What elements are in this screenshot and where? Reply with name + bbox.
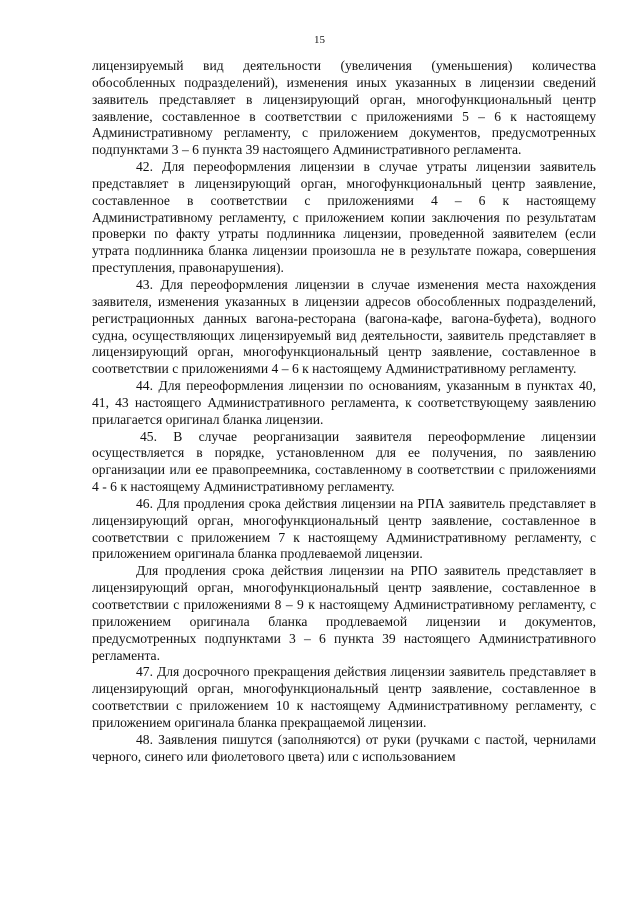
paragraph-42: 42. Для переоформления лицензии в случае утраты лицензии заявитель представляет в лицензирующий орган, многофункциональный центр заявление, составленное в соответствии с приложениями 4 – 6 к настоящему Административному регламенту, с приложением копии заключения по результатам проверки по факту утраты подлинника лицензии, проведенной заявителем (если утрата подлинника бланка лицензии произошла не в результате пожара, совершения преступления, правонарушения). — [92, 159, 596, 276]
paragraph-47: 47. Для досрочного прекращения действия лицензии заявитель представляет в лицензирующий орган, многофункциональный центр заявление, составленное в соответствии с приложением 10 к настоящему Административному регламенту, с приложением оригинала бланка прекращаемой лицензии. — [92, 664, 596, 730]
document-body — [92, 58, 596, 765]
paragraph-46-rpo: Для продления срока действия лицензии на РПО заявитель представляет в лицензирующий орган, многофункциональный центр заявление, составленное в соответствии с приложениями 8 – 9 к настоящему Административному регламенту, с приложением оригинала бланка продлеваемой лицензии и документов, предусмотренных подпунктами 3 – 6 пункта 39 настоящего Административного регламента. — [92, 563, 596, 663]
paragraph-48: 48. Заявления пишутся (заполняются) от руки (ручками с пастой, чернилами черного, синего или фиолетового цвета) или с использованием — [92, 731, 596, 764]
paragraph-43: 43. Для переоформления лицензии в случае изменения места нахождения заявителя, изменения указанных в лицензии адресов обособленных подразделений, регистрационных данных вагона-ресторана (вагона-кафе, вагона-буфета), водного судна, осуществляющих лицензируемый вид деятельности, заявитель представляет в лицензирующий орган, многофункциональный центр заявление, составленное в соответствии с приложениями 4 – 6 к настоящему Административному регламенту. — [92, 276, 596, 377]
paragraph-44: 44. Для переоформления лицензии по основаниям, указанным в пунктах 40, 41, 43 настоящего Административного регламента, к соответствующему заявлению прилагается оригинал бланка лицензии. — [92, 378, 596, 427]
paragraph-45: 45. В случае реорганизации заявителя переоформление лицензии осуществляется в порядке, установленном для ее получения, по заявлению организации или ее правопреемника, составленному в соответствии с приложениями 4 - 6 к настоящему Административному регламенту. — [92, 428, 596, 495]
paragraph-46: 46. Для продления срока действия лицензии на РПА заявитель представляет в лицензирующий орган, многофункциональный центр заявление, составленное в соответствии с приложением 7 к настоящему Административному регламенту, с приложением оригинала бланка продлеваемой лицензии. — [92, 495, 596, 562]
paragraph-continuation: лицензируемый вид деятельности (увеличения (уменьшения) количества обособленных подразделений), изменения иных указанных в лицензии сведений заявитель представляет в лицензирующий орган, многофункциональный центр заявление, составленное в соответствии с приложениями 5 – 6 к настоящему Административному регламенту, с приложением документов, предусмотренных подпунктами 3 – 6 пункта 39 настоящего Административного регламента. — [92, 58, 596, 158]
page-number: 15 — [314, 34, 325, 46]
